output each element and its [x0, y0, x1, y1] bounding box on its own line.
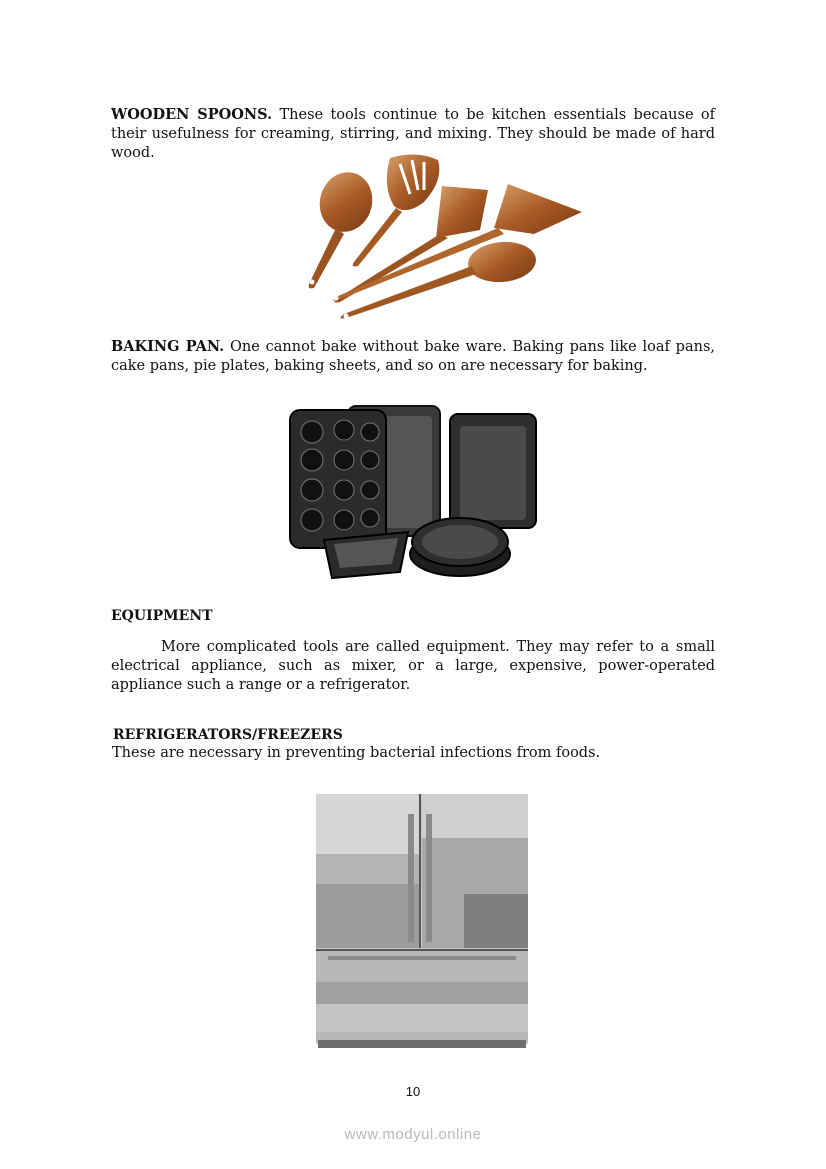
wooden-spoons-title: WOODEN SPOONS.: [111, 106, 273, 123]
watermark: www.modyul.online: [344, 1126, 482, 1143]
baking-pan-paragraph: [111, 337, 715, 376]
equipment-paragraph: More complicated tools are called equipment. They may refer to a small electrical appliance, such as mixer, or a large, expensive, power-operated appliance such a range or a refrigerator.: [111, 639, 715, 693]
baking-pan-text: One cannot bake without bake ware. Baking pans like loaf pans, cake pans, pie plates, baking sheets, and so on are necessary for baking.: [111, 339, 715, 374]
baking-pans-image: [288, 402, 540, 580]
refrigerators-heading: REFRIGERATORS/FREEZERS: [113, 727, 343, 743]
refrigerator-image: [314, 794, 530, 1052]
wooden-spoons-image: [298, 150, 588, 325]
wooden-spoons-text: These tools continue to be kitchen essentials because of their usefulness for creaming, stirring, and mixing. They should be made of hard wood.: [111, 107, 715, 161]
equipment-heading: EQUIPMENT: [111, 608, 213, 624]
page-number: 10: [405, 1084, 421, 1099]
refrigerators-text: These are necessary in preventing bacterial infections from foods.: [112, 745, 601, 761]
baking-pan-title: BAKING PAN.: [111, 338, 225, 355]
